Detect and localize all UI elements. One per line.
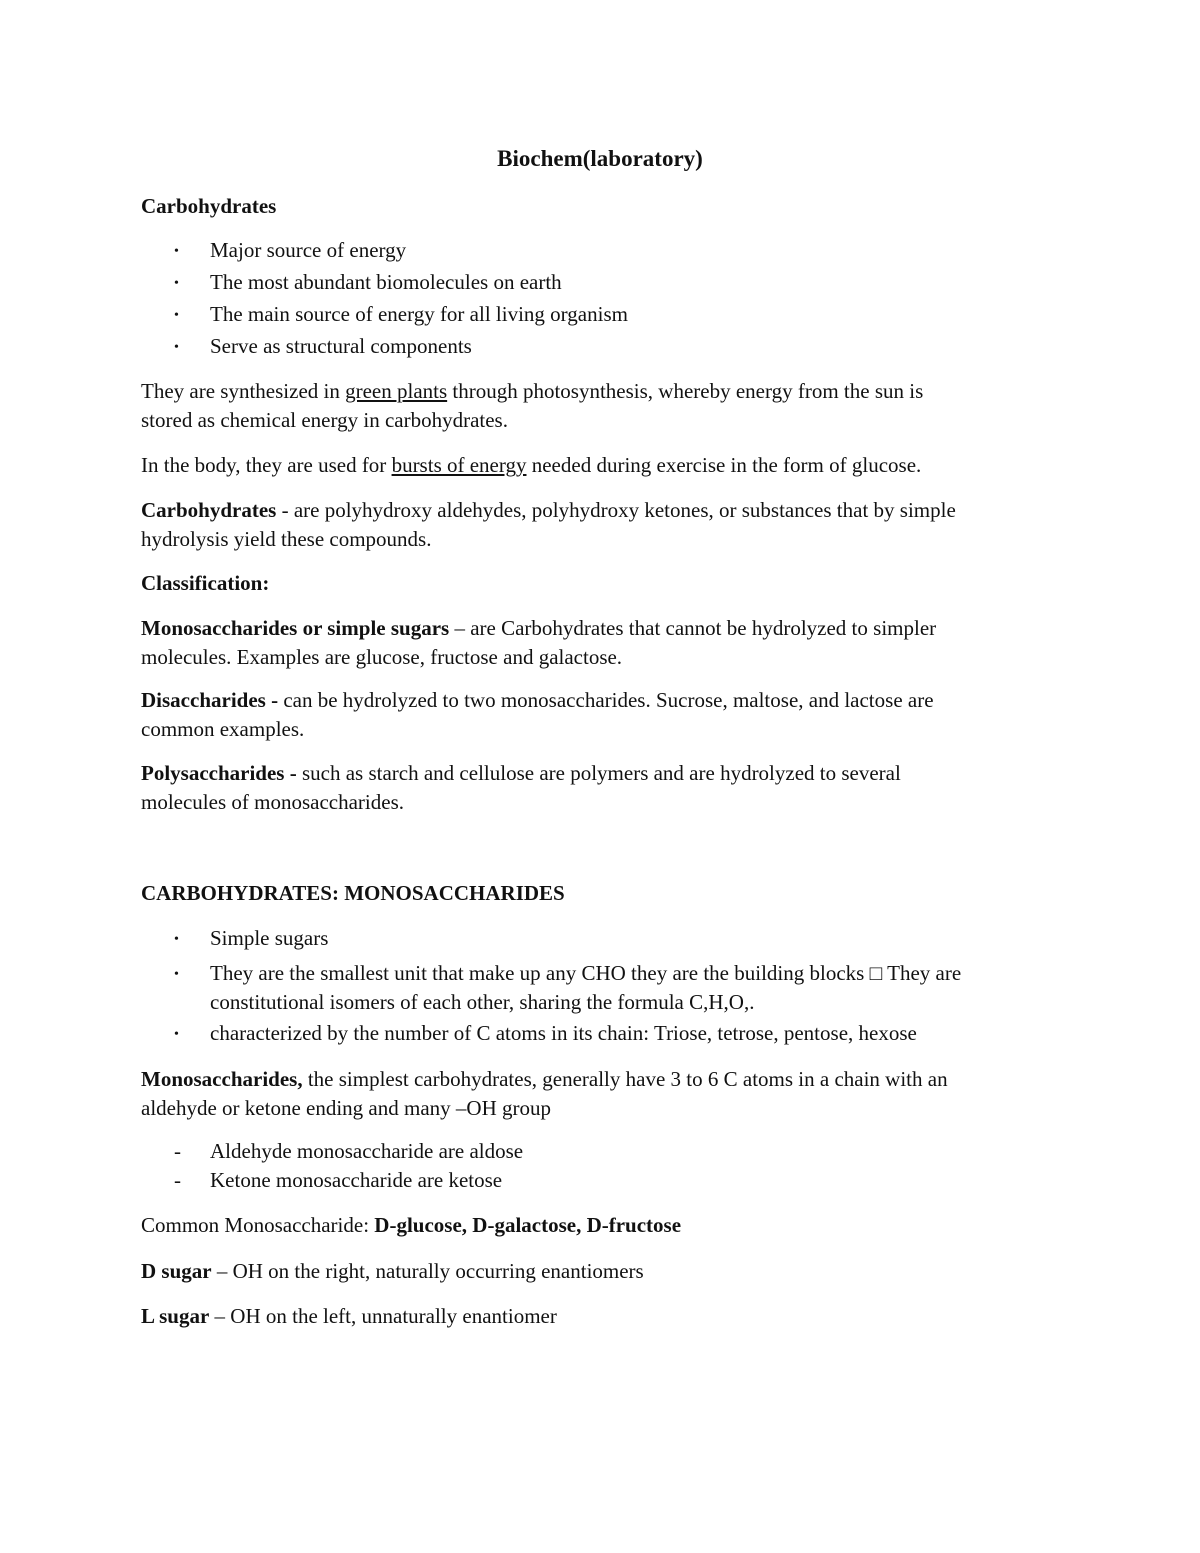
bullet-marker: • (174, 244, 179, 259)
list-item: The main source of energy for all living organism (210, 302, 628, 326)
bullet-marker: • (174, 308, 179, 323)
energy-paragraph: In the body, they are used for bursts of energy needed during exercise in the form of glucose. (141, 453, 922, 477)
photosynthesis-paragraph-line1: They are synthesized in green plants through photosynthesis, whereby energy from the sun is (141, 379, 924, 403)
disaccharides-paragraph-line2: common examples. (141, 717, 305, 741)
list-item: They are the smallest unit that make up any CHO they are the building blocks □ They are (210, 961, 962, 985)
disaccharides-paragraph-line1: Disaccharides - can be hydrolyzed to two monosaccharides. Sucrose, maltose, and lactose are (141, 688, 934, 712)
monosaccharides-detail-line2: aldehyde or ketone ending and many –OH group (141, 1096, 551, 1120)
dash-marker: - (174, 1139, 181, 1163)
carbohydrates-heading: Carbohydrates (141, 194, 277, 218)
list-item-continuation: constitutional isomers of each other, sharing the formula C,H,O,. (210, 990, 755, 1014)
definition-paragraph-line2: hydrolysis yield these compounds. (141, 527, 432, 551)
bullet-marker: • (174, 932, 179, 947)
list-item: Ketone monosaccharide are ketose (210, 1168, 503, 1192)
l-sugar-line: L sugar – OH on the left, unnaturally enantiomer (141, 1304, 557, 1328)
photosynthesis-paragraph-line2: stored as chemical energy in carbohydrates. (141, 408, 508, 432)
list-item: Serve as structural components (210, 334, 472, 358)
list-item: characterized by the number of C atoms in its chain: Triose, tetrose, pentose, hexose (210, 1021, 917, 1045)
dash-marker: - (174, 1168, 181, 1192)
bullet-marker: • (174, 1027, 179, 1042)
bullet-marker: • (174, 340, 179, 355)
bullet-marker: • (174, 276, 179, 291)
monosaccharides-detail-line1: Monosaccharides, the simplest carbohydrates, generally have 3 to 6 C atoms in a chain with an (141, 1067, 948, 1091)
monosaccharides-paragraph-line1: Monosaccharides or simple sugars – are Carbohydrates that cannot be hydrolyzed to simpler (141, 616, 937, 640)
polysaccharides-paragraph-line1: Polysaccharides - such as starch and cellulose are polymers and are hydrolyzed to several (141, 761, 901, 785)
polysaccharides-paragraph-line2: molecules of monosaccharides. (141, 790, 404, 814)
list-item: Major source of energy (210, 238, 407, 262)
d-sugar-line: D sugar – OH on the right, naturally occurring enantiomers (141, 1259, 644, 1283)
section-heading: CARBOHYDRATES: MONOSACCHARIDES (141, 881, 565, 905)
monosaccharides-paragraph-line2: molecules. Examples are glucose, fructose and galactose. (141, 645, 623, 669)
definition-paragraph-line1: Carbohydrates - are polyhydroxy aldehydes, polyhydroxy ketones, or substances that by simple (141, 498, 956, 522)
bursts-of-energy-underlined: bursts of energy (391, 453, 527, 477)
list-item: Aldehyde monosaccharide are aldose (210, 1139, 524, 1163)
list-item: Simple sugars (210, 926, 329, 950)
list-item: The most abundant biomolecules on earth (210, 270, 562, 294)
common-monosaccharide-line: Common Monosaccharide: D-glucose, D-galactose, D-fructose (141, 1213, 682, 1237)
bullet-marker: • (174, 967, 179, 982)
classification-heading: Classification: (141, 571, 270, 595)
green-plants-underlined: green plants (345, 379, 448, 403)
document-title: Biochem(laboratory) (497, 146, 703, 171)
